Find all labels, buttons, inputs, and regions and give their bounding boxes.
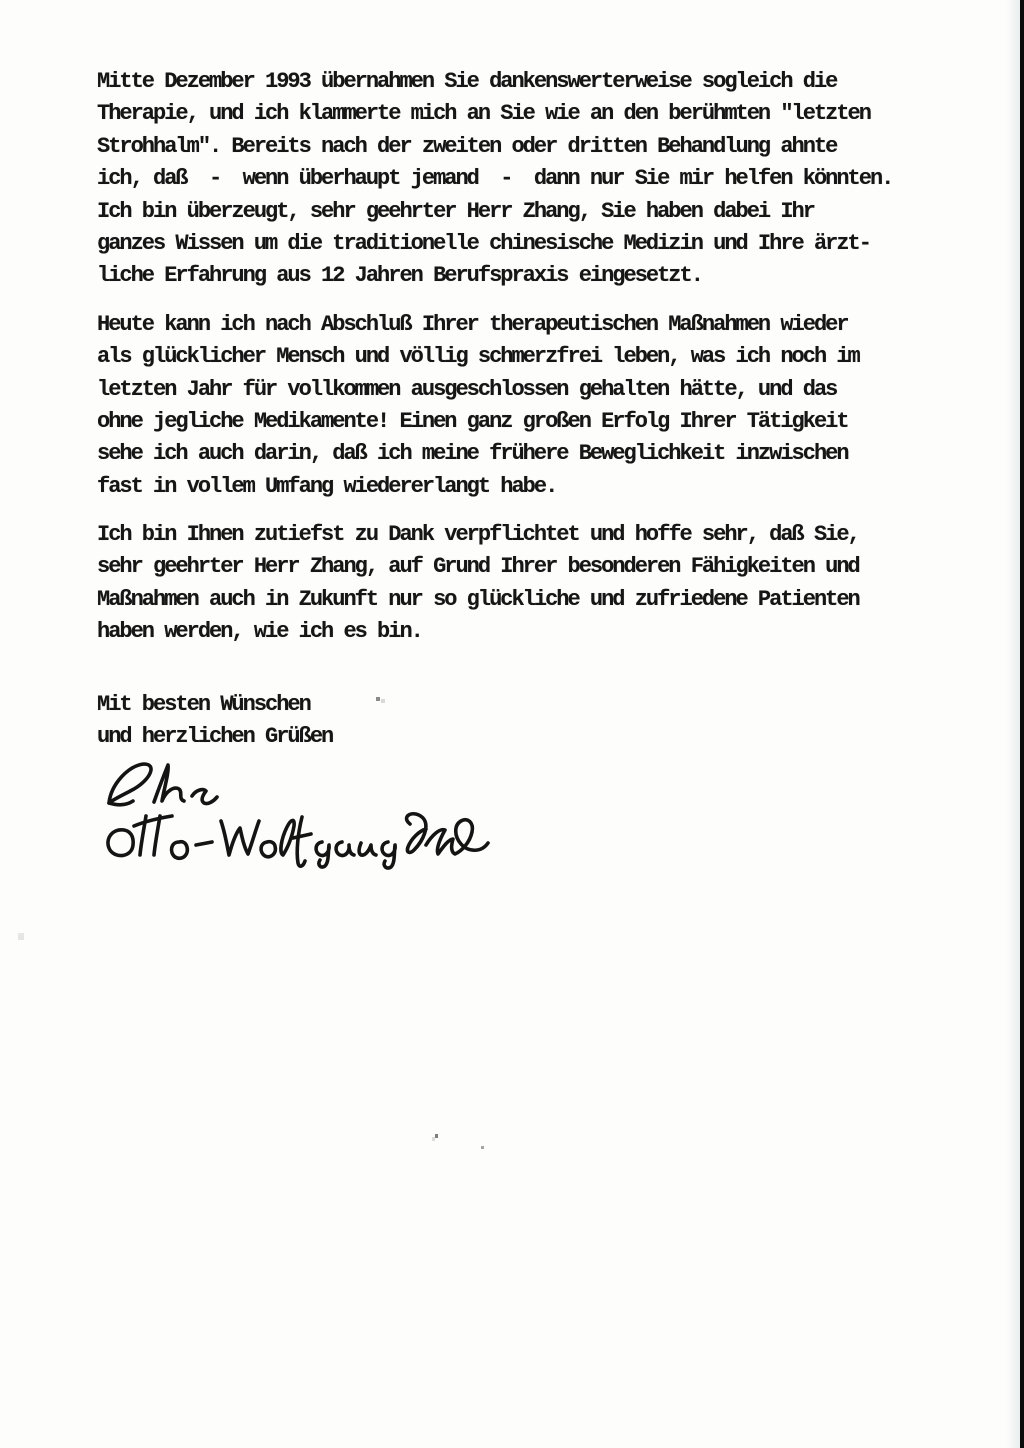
letter-body [97, 66, 957, 872]
closing-line: und herzlichen Grüßen [97, 724, 333, 750]
scan-edge-line [1020, 0, 1024, 1448]
scan-speck [18, 933, 24, 940]
scan-speck [376, 697, 380, 701]
scan-speck [435, 1134, 438, 1138]
letter-line: Maßnahmen auch in Zukunft nur so glückliche und zufriedene Patienten [97, 586, 859, 612]
letter-line: liche Erfahrung aus 12 Jahren Berufspraxis eingesetzt. [97, 263, 702, 289]
letter-line: sehe ich auch darin, daß ich meine frühere Beweglichkeit inzwischen [97, 441, 848, 467]
paragraph-3 [97, 519, 957, 649]
closing-line: Mit besten Wünschen [97, 691, 310, 717]
letter-line: haben werden, wie ich es bin. [97, 619, 422, 645]
handwritten-signature [97, 757, 497, 872]
letter-line: Ich bin Ihnen zutiefst zu Dank verpflichtet und hoffe sehr, daß Sie, [97, 522, 859, 548]
letter-line: Ich bin überzeugt, sehr geehrter Herr Zhang, Sie haben dabei Ihr [97, 198, 814, 224]
scan-edge-shadow [1006, 0, 1020, 1448]
signature-drawing [97, 757, 497, 872]
closing [97, 689, 957, 754]
letter-line: letzten Jahr für vollkommen ausgeschlossen gehalten hätte, und das [97, 376, 837, 402]
paragraph-1 [97, 66, 957, 293]
letter-line: als glücklicher Mensch und völlig schmerzfrei leben, was ich noch im [97, 344, 859, 370]
letter-line: ohne jegliche Medikamente! Einen ganz großen Erfolg Ihrer Tätigkeit [97, 408, 848, 434]
paragraph-2 [97, 309, 957, 503]
letter-line: fast in vollem Umfang wiedererlangt habe. [97, 473, 557, 499]
letter-line: ich, daß - wenn überhaupt jemand - dann nur Sie mir helfen könnten. [97, 166, 893, 192]
letter-line: sehr geehrter Herr Zhang, auf Grund Ihrer besonderen Fähigkeiten und [97, 554, 859, 580]
letter-line: Mitte Dezember 1993 übernahmen Sie dankenswerterweise sogleich die [97, 69, 837, 94]
letter-line: Strohhalm". Bereits nach der zweiten oder dritten Behandlung ahnte [97, 133, 837, 159]
letter-line: Therapie, und ich klammerte mich an Sie wie an den berühmten "letzten [97, 101, 870, 127]
letter-line: ganzes Wissen um die traditionelle chinesische Medizin und Ihre ärzt- [97, 230, 870, 256]
scan-speck [481, 1146, 484, 1149]
letter-line: Heute kann ich nach Abschluß Ihrer therapeutischen Maßnahmen wieder [97, 311, 848, 337]
